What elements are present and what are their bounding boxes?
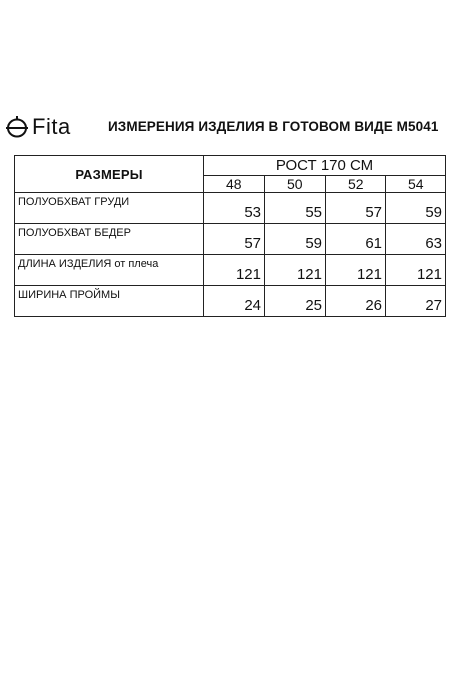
size-column-header: 52 xyxy=(326,176,386,193)
table-row xyxy=(15,286,446,317)
measurement-value: 121 xyxy=(326,255,386,286)
measurement-label: ПОЛУОБХВАТ БЕДЕР xyxy=(15,224,204,255)
measurement-value: 55 xyxy=(265,193,326,224)
measurement-value: 24 xyxy=(204,286,265,317)
measurement-value: 59 xyxy=(265,224,326,255)
measurement-label: ШИРИНА ПРОЙМЫ xyxy=(15,286,204,317)
measurement-value: 61 xyxy=(326,224,386,255)
sizes-header-label: РАЗМЕРЫ xyxy=(15,156,204,193)
page-header xyxy=(0,112,460,142)
measurement-value: 121 xyxy=(386,255,446,286)
brand-logo xyxy=(6,112,71,142)
size-column-header: 48 xyxy=(204,176,265,193)
measurement-label: ДЛИНА ИЗДЕЛИЯ от плеча xyxy=(15,255,204,286)
size-measurement-table xyxy=(14,155,446,317)
size-column-header: 50 xyxy=(265,176,326,193)
measurement-value: 53 xyxy=(204,193,265,224)
measurement-value: 59 xyxy=(386,193,446,224)
measurement-value: 121 xyxy=(204,255,265,286)
measurement-value: 25 xyxy=(265,286,326,317)
measurement-value: 57 xyxy=(204,224,265,255)
measurement-value: 121 xyxy=(265,255,326,286)
measurement-label: ПОЛУОБХВАТ ГРУДИ xyxy=(15,193,204,224)
table-row xyxy=(15,255,446,286)
measurement-value: 26 xyxy=(326,286,386,317)
table-header-row xyxy=(15,156,446,176)
height-header-label: РОСТ 170 СМ xyxy=(204,156,446,176)
document-title: ИЗМЕРЕНИЯ ИЗДЕЛИЯ В ГОТОВОМ ВИДЕ М5041 xyxy=(108,119,439,134)
fita-logo-icon xyxy=(6,115,28,139)
measurement-value: 27 xyxy=(386,286,446,317)
table-row xyxy=(15,193,446,224)
table-row xyxy=(15,224,446,255)
logo-wordmark: Fita xyxy=(32,114,71,139)
size-column-header: 54 xyxy=(386,176,446,193)
measurement-value: 57 xyxy=(326,193,386,224)
measurement-value: 63 xyxy=(386,224,446,255)
